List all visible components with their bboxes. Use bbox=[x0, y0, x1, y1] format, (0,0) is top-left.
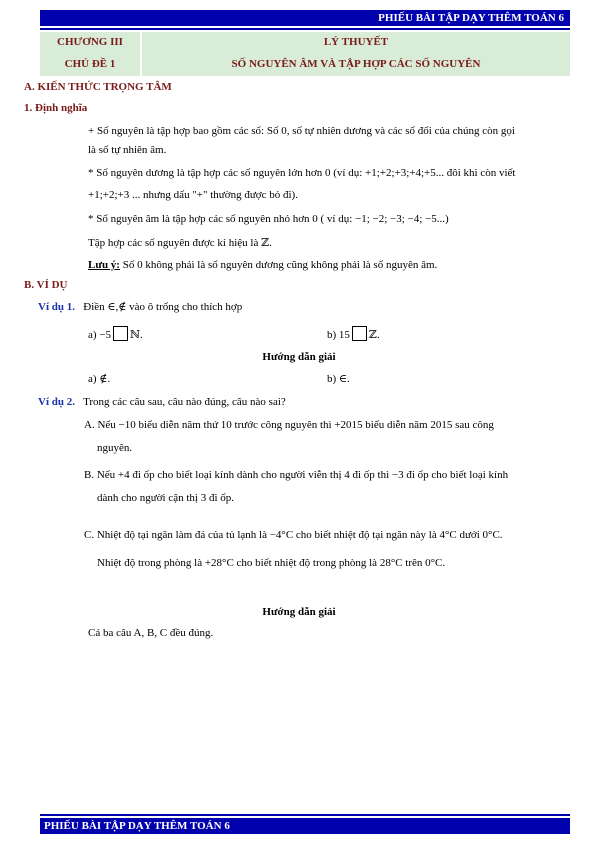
example-1-a-prefix: a) −5 bbox=[88, 329, 111, 341]
example-1-b-prefix: b) 15 bbox=[327, 329, 350, 341]
example-2-statement-b-2: dành cho người cận thị 3 đi ốp. bbox=[97, 492, 235, 504]
section-a-heading: A. KIẾN THỨC TRỌNG TÂM bbox=[24, 81, 172, 93]
example-2-statement-c-2: Nhiệt độ trong phòng là +28°C cho biết nhiệt độ trong phòng là 28°C trên 0°C. bbox=[97, 557, 446, 569]
example-2-line bbox=[38, 395, 286, 409]
kind-label: LÝ THUYẾT bbox=[323, 36, 389, 48]
note-label: Lưu ý: bbox=[88, 259, 120, 271]
example-2-statement-a-2: nguyên. bbox=[97, 442, 133, 454]
example-2-guide-heading: Hướng dẫn giải bbox=[262, 606, 336, 618]
header-rule bbox=[40, 28, 570, 30]
example-1-a-suffix: ℕ. bbox=[130, 329, 143, 341]
title-block bbox=[40, 32, 570, 76]
example-2-label: Ví dụ 2. bbox=[38, 396, 75, 408]
example-1-line bbox=[38, 300, 242, 314]
title-left-cell bbox=[40, 32, 140, 76]
example-2-answer: Cả ba câu A, B, C đều đúng. bbox=[88, 627, 214, 639]
example-1-answer-b: b) ∈. bbox=[327, 373, 350, 385]
example-2-statement-b-1: B. Nếu +4 đi ốp cho biết loại kính dành cho người viễn thị 4 đi ốp thì −3 đi ốp cho biết loại kính bbox=[84, 469, 509, 481]
section-b-heading: B. VÍ DỤ bbox=[24, 279, 68, 291]
definition-line-2: là số tự nhiên âm. bbox=[88, 144, 167, 156]
lesson-title: SỐ NGUYÊN ÂM VÀ TẬP HỢP CÁC SỐ NGUYÊN bbox=[231, 58, 481, 70]
note-text: Số 0 không phải là số nguyên dương cũng không phải là số nguyên âm. bbox=[119, 259, 438, 271]
example-2-prompt: Trong các câu sau, câu nào đúng, câu nào sai? bbox=[83, 396, 286, 408]
definition-heading: 1. Định nghĩa bbox=[24, 102, 88, 114]
example-2-statement-c-1: C. Nhiệt độ tại ngăn làm đá của tủ lạnh là −4°C cho biết nhiệt độ tại ngăn này là 4°C dưới 0°C. bbox=[84, 529, 503, 541]
definition-line-4: +1;+2;+3 ... nhưng dấu "+" thường được bỏ đi). bbox=[88, 189, 298, 201]
example-1-part-a bbox=[88, 326, 143, 342]
example-1-guide-heading: Hướng dẫn giải bbox=[262, 351, 336, 363]
answer-box-a[interactable] bbox=[113, 326, 128, 341]
chapter-label: CHƯƠNG III bbox=[57, 36, 123, 48]
note-line bbox=[88, 258, 437, 272]
title-right-cell bbox=[142, 32, 570, 76]
example-2-statement-a-1: A. Nếu −10 biểu diễn năm thứ 10 trước công nguyên thì +2015 biểu diễn năm 2015 sau công bbox=[84, 419, 494, 431]
example-1-b-suffix: ℤ. bbox=[368, 329, 380, 341]
definition-line-6: Tập hợp các số nguyên được kí hiệu là ℤ. bbox=[88, 237, 272, 249]
footer-rule bbox=[40, 814, 570, 816]
answer-box-b[interactable] bbox=[352, 326, 367, 341]
topic-label: CHỦ ĐỀ 1 bbox=[64, 58, 116, 70]
example-1-prompt: Điền ∈,∉ vào ô trống cho thích hợp bbox=[83, 301, 243, 313]
example-1-part-b bbox=[327, 326, 380, 342]
definition-line-5: * Số nguyên âm là tập hợp các số nguyên nhỏ hơn 0 ( ví dụ: −1; −2; −3; −4; −5...) bbox=[88, 213, 449, 225]
footer-banner: PHIẾU BÀI TẬP DẠY THÊM TOÁN 6 bbox=[40, 818, 570, 834]
definition-line-3: * Số nguyên dương là tập hợp các số nguyên lớn hơn 0 (ví dụ: +1;+2;+3;+4;+5... đôi khi còn viết bbox=[88, 167, 516, 179]
example-1-answer-a: a) ∉. bbox=[88, 373, 111, 385]
header-banner: PHIẾU BÀI TẬP DẠY THÊM TOÁN 6 bbox=[40, 10, 570, 26]
definition-line-1: + Số nguyên là tập hợp bao gồm các số: Số 0, số tự nhiên dương và các số đối của chúng còn gọi bbox=[88, 125, 515, 137]
example-1-label: Ví dụ 1. bbox=[38, 301, 75, 313]
